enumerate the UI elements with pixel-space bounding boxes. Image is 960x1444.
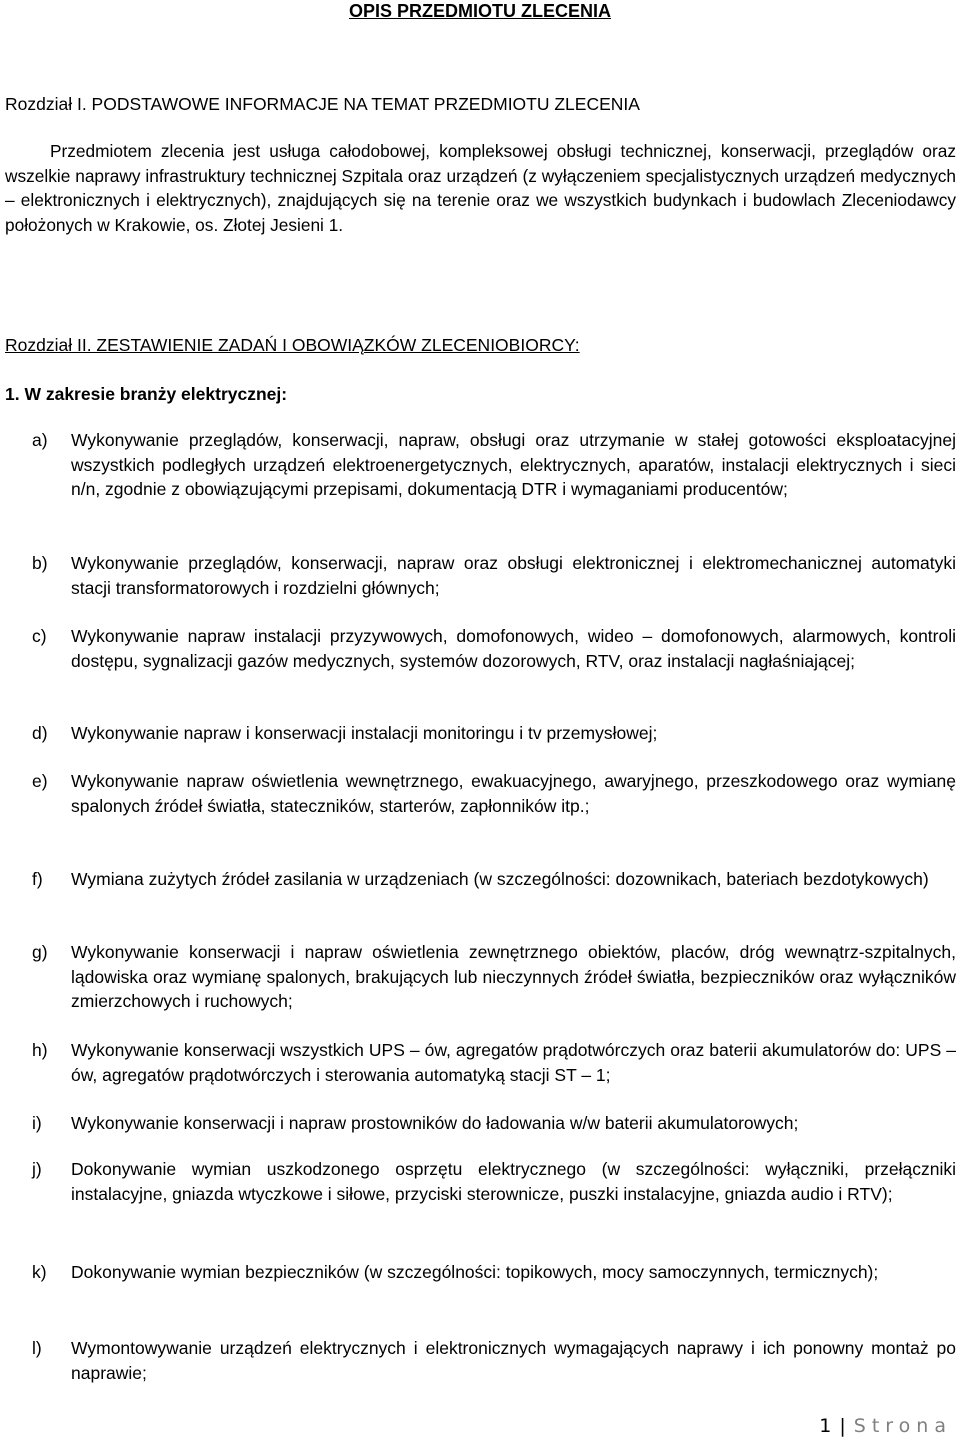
list-marker: e) (32, 771, 48, 791)
list-item-text: Dokonywanie wymian uszkodzonego osprzętu elektrycznego (w szczególności: wyłączniki, przełączniki instalacyjne, gniazda wtyczkowe i siłowe, przyciski sterownicze, puszki instalacyjne, gniazda audio i RTV); (71, 1159, 956, 1204)
list-item-b (32, 551, 956, 600)
intro-paragraph: Przedmiotem zlecenia jest usługa całodobowej, kompleksowej obsługi technicznej, konserwacji, przeglądów oraz wszelkie naprawy infrastruktury technicznej Szpitala oraz urządzeń (z wyłączeniem specjalistycznych urządzeń medycznych – elektronicznych i elektrycznych), znajdujących się na terenie oraz we wszystkich budynkach i budowlach Zleceniodawcy położonych w Krakowie, os. Złotej Jesieni 1. (5, 141, 956, 235)
chapter-2-heading: Rozdział II. ZESTAWIENIE ZADAŃ I OBOWIĄZKÓW ZLECENIOBIORCY: (5, 335, 580, 355)
list-item-f (32, 867, 956, 892)
list-item-text: Wykonywanie przeglądów, konserwacji, napraw, obsługi oraz utrzymanie w stałej gotowości eksploatacyjnej wszystkich podległych urządzeń elektroenergetycznych, elektrycznych, aparatów, instalacji elektrycznych i sieci n/n, zgodnie z obowiązującymi przepisami, dokumentacją DTR i wymaganiami producentów; (71, 430, 956, 499)
page-label: Strona (853, 1415, 952, 1437)
page-footer (819, 1414, 952, 1438)
list-marker: k) (32, 1262, 47, 1282)
list-item-k (32, 1260, 956, 1285)
list-marker: j) (32, 1159, 42, 1179)
list-marker: a) (32, 430, 48, 450)
list-marker: h) (32, 1040, 48, 1060)
list-item-text: Wymontowywanie urządzeń elektrycznych i elektronicznych wymagających naprawy i ich ponowny montaż po naprawie; (71, 1338, 956, 1383)
list-marker: b) (32, 553, 48, 573)
list-item-e (32, 769, 956, 818)
list-marker: d) (32, 723, 48, 743)
document-title: OPIS PRZEDMIOTU ZLECENIA (348, 1, 611, 21)
footer-separator: | (839, 1415, 846, 1437)
section-electrical-heading: 1. W zakresie branży elektrycznej: (5, 384, 288, 404)
list-marker: l) (32, 1338, 42, 1358)
list-item-a (32, 428, 956, 502)
list-item-text: Wykonywanie konserwacji wszystkich UPS – ów, agregatów prądotwórczych oraz baterii akumulatorów do: UPS – ów, agregatów prądotwórczych i sterowania automatyką stacji ST – 1; (71, 1040, 956, 1085)
list-marker: f) (32, 869, 43, 889)
list-item-text: Wykonywanie napraw oświetlenia wewnętrznego, ewakuacyjnego, awaryjnego, przeszkodowego oraz wymianę spalonych źródeł światła, stateczników, starterów, zapłonników itp.; (71, 771, 956, 816)
list-item-text: Wykonywanie konserwacji i napraw oświetlenia zewnętrznego obiektów, placów, dróg wewnątrz-szpitalnych, lądowiska oraz wymianę spalonych, brakujących lub nieczynnych źródeł światła, bezpieczników oraz wyłączników zmierzchowych i ruchowych; (71, 942, 956, 1011)
list-item-j (32, 1157, 956, 1206)
list-item-g (32, 940, 956, 1014)
list-item-h (32, 1038, 956, 1087)
list-marker: g) (32, 942, 48, 962)
page-number: 1 (819, 1415, 832, 1437)
list-marker: i) (32, 1113, 42, 1133)
list-item-i (32, 1111, 956, 1136)
list-marker: c) (32, 626, 47, 646)
chapter-1-heading: Rozdział I. PODSTAWOWE INFORMACJE NA TEMAT PRZEDMIOTU ZLECENIA (5, 94, 640, 114)
list-item-text: Dokonywanie wymian bezpieczników (w szczególności: topikowych, mocy samoczynnych, termicznych); (71, 1262, 879, 1282)
list-item-d (32, 721, 956, 746)
list-item-text: Wykonywanie napraw instalacji przyzywowych, domofonowych, wideo – domofonowych, alarmowych, kontroli dostępu, sygnalizacji gazów medycznych, systemów dozorowych, RTV, oraz instalacji nagłaśniającej; (71, 626, 956, 671)
list-item-c (32, 624, 956, 673)
list-item-text: Wykonywanie konserwacji i napraw prostowników do ładowania w/w baterii akumulatorowych; (71, 1113, 799, 1133)
list-item-text: Wymiana zużytych źródeł zasilania w urządzeniach (w szczególności: dozownikach, bateriach bezdotykowych) (71, 869, 929, 889)
list-item-l (32, 1336, 956, 1385)
list-item-text: Wykonywanie przeglądów, konserwacji, napraw oraz obsługi elektronicznej i elektromechanicznej automatyki stacji transformatorowych i rozdzielni głównych; (71, 553, 956, 598)
list-item-text: Wykonywanie napraw i konserwacji instalacji monitoringu i tv przemysłowej; (71, 723, 658, 743)
